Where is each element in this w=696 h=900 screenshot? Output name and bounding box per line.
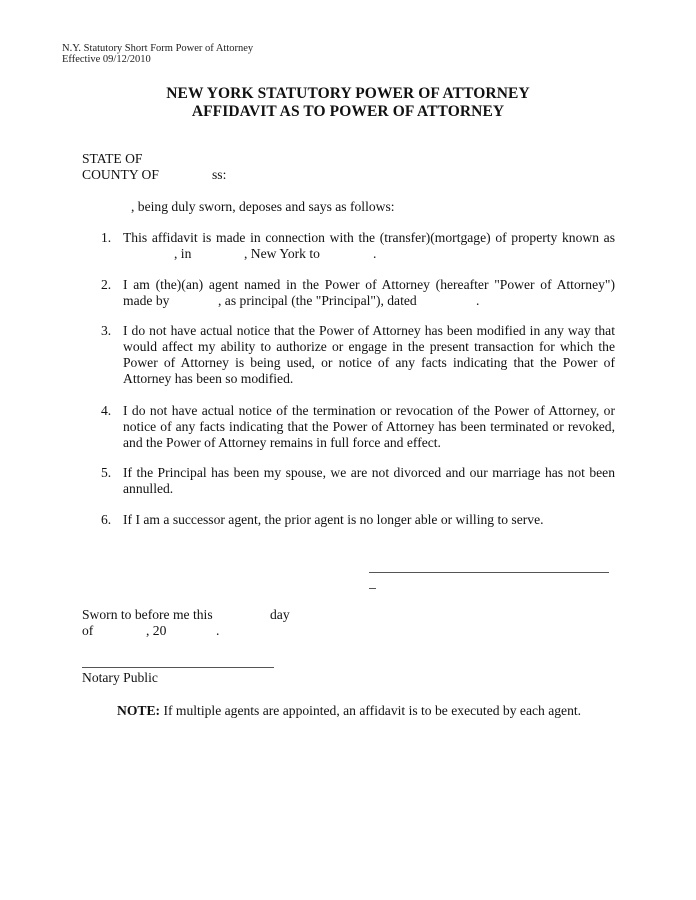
county-of-label: COUNTY OF xyxy=(82,167,159,182)
item-number: 5. xyxy=(101,465,112,480)
item-number: 4. xyxy=(101,403,112,418)
item-text: If I am a successor agent, the prior agent is no longer able or willing to serve. xyxy=(123,512,544,527)
item-text: I do not have actual notice of the termination or revocation of the Power of Attorney, or notice of any facts indicating that the Power of Attorney has been terminated or revoked, and the Power of Attorney remains in full force and effect. xyxy=(123,403,615,450)
item-number: 1. xyxy=(101,230,112,245)
affidavit-item-1 xyxy=(101,230,615,246)
jurat-period: . xyxy=(216,623,220,638)
item-text: If the Principal has been my spouse, we are not divorced and our marriage has not been annulled. xyxy=(123,465,615,496)
jurat-day-label: day xyxy=(270,607,290,622)
item-2-end: . xyxy=(476,293,480,308)
jurat-sworn-text: Sworn to before me this xyxy=(82,607,213,622)
item-2-principal-segment: , as principal (the "Principal"), dated xyxy=(218,293,417,308)
item-text: I am (the)(an) agent named in the Power of Attorney (hereafter "Power of Attorney") xyxy=(123,277,615,292)
item-2-made-by: made by xyxy=(123,293,170,308)
document-subtitle: AFFIDAVIT AS TO POWER OF ATTORNEY xyxy=(191,103,505,120)
note-label: NOTE: xyxy=(117,703,161,718)
affiant-intro: , being duly sworn, deposes and says as follows: xyxy=(131,199,395,214)
form-header-title: N.Y. Statutory Short Form Power of Attorney xyxy=(62,43,254,54)
jurat-of-label: of xyxy=(82,623,94,638)
item-number: 3. xyxy=(101,323,112,338)
state-of-label: STATE OF xyxy=(82,151,143,166)
ss-label: ss: xyxy=(212,167,227,182)
note xyxy=(117,703,581,719)
item-text: This affidavit is made in connection with the (transfer)(mortgage) of property known as xyxy=(123,230,615,245)
affidavit-item-6 xyxy=(101,512,615,528)
note-text: If multiple agents are appointed, an affidavit is to be executed by each agent. xyxy=(160,703,582,718)
affidavit-item-4 xyxy=(101,403,615,451)
notary-public-label: Notary Public xyxy=(82,670,158,685)
notary-signature-line xyxy=(82,667,274,668)
item-1-in-segment: , in xyxy=(174,246,192,261)
affidavit-item-3 xyxy=(101,323,615,387)
item-text: I do not have actual notice that the Power of Attorney has been modified in any way that would affect my ability to authorize or engage in the present transaction for which the Power of Attorney is being used, or notice of any facts indicating that the Power of Attorney has been so modified. xyxy=(123,323,615,386)
item-number: 6. xyxy=(101,512,112,527)
form-effective-date: Effective 09/12/2010 xyxy=(62,54,151,65)
jurat-year-prefix: , 20 xyxy=(146,623,167,638)
affiant-signature-line xyxy=(369,572,609,573)
document-title: NEW YORK STATUTORY POWER OF ATTORNEY xyxy=(166,85,530,102)
item-1-end: . xyxy=(373,246,377,261)
item-number: 2. xyxy=(101,277,112,292)
affidavit-item-5 xyxy=(101,465,615,497)
signature-line-dash xyxy=(369,588,376,589)
item-1-ny-segment: , New York to xyxy=(244,246,320,261)
affidavit-item-2 xyxy=(101,277,615,293)
